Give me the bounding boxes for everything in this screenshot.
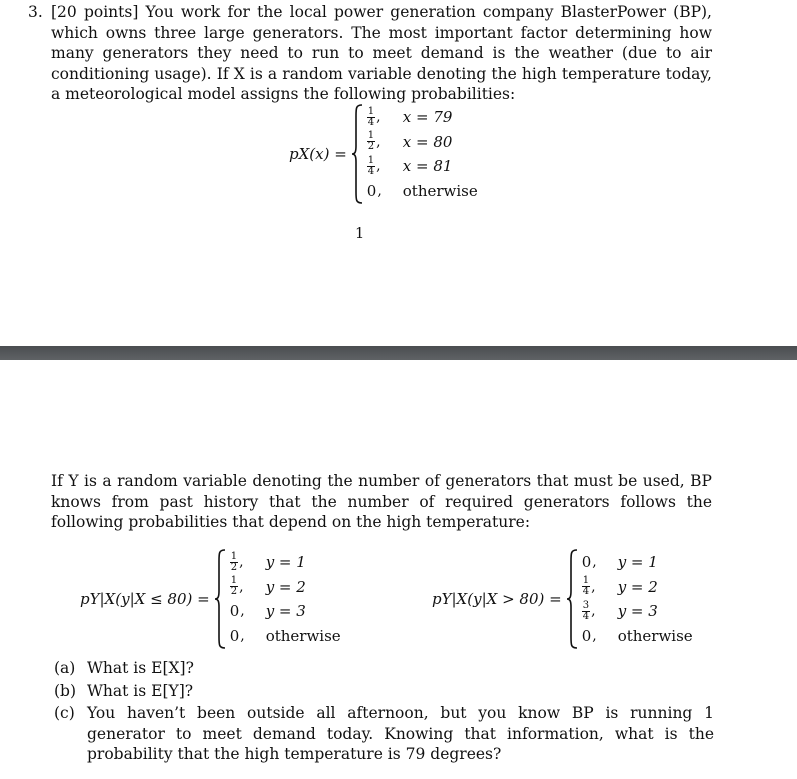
pmf-x-lhs: pX(x) = <box>289 145 347 163</box>
case-condition: x = 81 <box>402 157 453 176</box>
problem-intro: [20 points] You work for the local power generation company BlasterPower (BP), which owns three large generators. The most important factor determining how many generators they need to run to meet demand is the weather (due to air conditioning usage). If X is a random variable denoting the high temperature today, a meteorological model assigns the following probabilities: <box>51 3 712 103</box>
case-value: $\frac{1}{4}$ , <box>367 154 381 177</box>
case-value: 0 , <box>366 181 382 200</box>
case-row <box>582 599 693 624</box>
case-condition: y = 3 <box>265 602 306 621</box>
fraction-numerator: 1 <box>367 130 375 142</box>
case-condition: y = 2 <box>617 577 658 596</box>
pmf-y-high-lhs: pY|X(y|X > 80) = <box>432 590 562 608</box>
case-row <box>367 179 478 204</box>
case-value: $\frac{1}{4}$ , <box>367 105 381 128</box>
page-separator <box>0 346 797 360</box>
page-number: 1 <box>355 226 365 242</box>
case-row <box>367 154 478 179</box>
brace <box>566 549 578 649</box>
case-value: 0 , <box>229 602 245 621</box>
fraction-denominator: 2 <box>367 141 375 153</box>
left-brace-icon <box>214 549 226 649</box>
fraction <box>582 601 590 622</box>
case-value: 0 , <box>581 626 597 645</box>
case-row <box>230 575 341 600</box>
fraction <box>230 552 238 573</box>
case-row <box>582 575 693 600</box>
left-brace-icon <box>351 104 363 204</box>
brace <box>214 549 226 649</box>
question-list <box>54 658 714 767</box>
fraction <box>367 156 375 177</box>
case-value: 0 , <box>229 626 245 645</box>
pmf-y-high-cases <box>582 550 693 648</box>
fraction <box>367 107 375 128</box>
case-row <box>230 599 341 624</box>
case-condition: x = 79 <box>402 108 453 127</box>
question-text: What is E[X]? <box>87 659 194 677</box>
fraction-denominator: 4 <box>367 165 375 177</box>
case-condition: x = 80 <box>402 132 453 151</box>
case-value: $\frac{3}{4}$ , <box>582 599 596 622</box>
fraction-numerator: 1 <box>367 105 375 117</box>
pmf-y-low-cases <box>230 550 341 648</box>
case-value: $\frac{1}{4}$ , <box>582 575 596 598</box>
pmf-y-low-lhs: pY|X(y|X ≤ 80) = <box>80 590 210 608</box>
problem-number: 3. <box>28 3 43 21</box>
pmf-x-cases <box>367 105 478 203</box>
case-condition: otherwise <box>265 626 341 645</box>
case-row <box>367 130 478 155</box>
case-condition: y = 1 <box>265 553 306 572</box>
problem-intro-2: If Y is a random variable denoting the number of generators that must be used, BP knows from past history that the number of required generators follows the following probabilities that depend on the high temperature: <box>51 472 712 531</box>
fraction-numerator: 3 <box>582 599 590 611</box>
case-condition: y = 3 <box>617 602 658 621</box>
case-condition: y = 1 <box>617 553 658 572</box>
fraction <box>367 131 375 152</box>
case-row <box>367 105 478 130</box>
fraction-denominator: 4 <box>367 116 375 128</box>
case-condition: otherwise <box>617 626 693 645</box>
fraction-numerator: 1 <box>367 154 375 166</box>
case-row <box>230 550 341 575</box>
question-b <box>54 681 714 702</box>
page-1 <box>0 0 797 346</box>
question-text: You haven’t been outside all afternoon, but you know BP is running 1 generator to meet demand today. Knowing that information, what is the probability that the high temperature is 79 degrees? <box>87 704 714 763</box>
question-label: (a) <box>54 659 76 677</box>
fraction-denominator: 2 <box>230 586 238 598</box>
fraction <box>582 576 590 597</box>
fraction-numerator: 1 <box>582 575 590 587</box>
fraction <box>230 576 238 597</box>
case-row <box>582 624 693 649</box>
fraction-numerator: 1 <box>230 575 238 587</box>
case-row <box>582 550 693 575</box>
left-brace-icon <box>566 549 578 649</box>
fraction-numerator: 1 <box>230 550 238 562</box>
case-value: 0 , <box>581 553 597 572</box>
question-label: (c) <box>54 704 75 722</box>
case-value: $\frac{1}{2}$ , <box>367 130 381 153</box>
case-row <box>230 624 341 649</box>
pmf-x-definition <box>289 104 478 204</box>
question-a <box>54 658 714 679</box>
fraction-denominator: 2 <box>230 561 238 573</box>
fraction-denominator: 4 <box>582 586 590 598</box>
case-condition: otherwise <box>402 181 478 200</box>
pmf-y-low-definition <box>80 549 341 649</box>
question-label: (b) <box>54 681 77 700</box>
case-condition: y = 2 <box>265 577 306 596</box>
case-value: $\frac{1}{2}$ , <box>230 575 244 598</box>
case-value: $\frac{1}{2}$ , <box>230 550 244 573</box>
question-c <box>54 703 714 765</box>
fraction-denominator: 4 <box>582 610 590 622</box>
question-text: What is E[Y]? <box>87 681 194 700</box>
brace <box>351 104 363 204</box>
pmf-y-high-definition <box>432 549 693 649</box>
